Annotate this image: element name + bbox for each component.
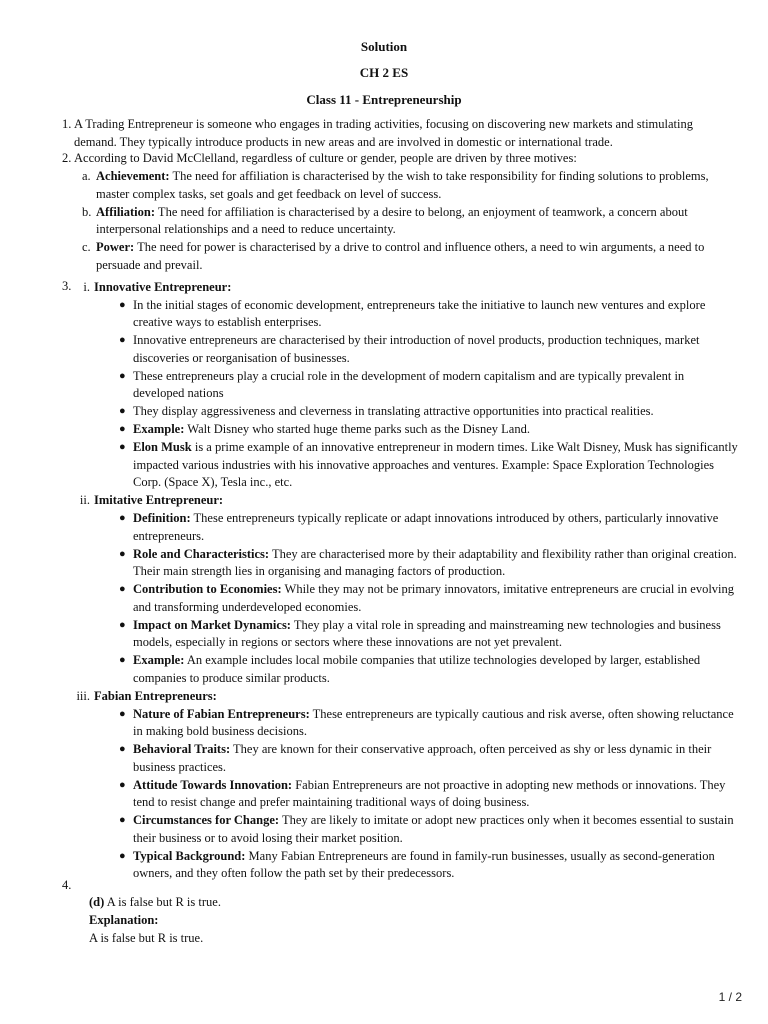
entrepreneur-types [62, 279, 738, 883]
section-title: Imitative Entrepreneur: [94, 493, 224, 507]
bullet-icon: ● [119, 298, 126, 311]
question-number: 2. [62, 151, 72, 165]
question-answer-text: According to David McClelland, regardless of culture or gender, people are driven by three motives: [74, 151, 577, 165]
section-label: ii. [79, 493, 90, 507]
entrepreneur-type-section [62, 492, 738, 510]
section-label: i. [83, 279, 90, 294]
bullet-text: is a prime example of an innovative entrepreneur in modern times. Like Walt Disney, Musk has significantly impacted various industries with his innovative approaches and ventures. Example: Space Exploration Technologies Corp. (Space X), Tesla inc., etc. [133, 440, 738, 489]
entrepreneur-type-section [62, 279, 738, 297]
bullet-icon: ● [119, 583, 126, 595]
bullet-item [119, 706, 738, 741]
bullet-icon: ● [119, 405, 126, 417]
item-label: a. [82, 169, 91, 183]
question-number: 3. [62, 279, 72, 293]
bullet-heading: Impact on Market Dynamics: [133, 617, 291, 632]
entrepreneur-type-section [62, 688, 738, 706]
bullet-text: In the initial stages of economic development, entrepreneurs take the initiative to launch new ventures and explore creative ways to establish enterprises. [133, 297, 706, 329]
item-text: The need for affiliation is characterised by a desire to belong, an enjoyment of teamwork, a concern about interpersonal relationships and a need to reduce uncertainty. [96, 204, 688, 236]
bullet-heading: Attitude Towards Innovation: [133, 777, 293, 792]
bullet-item [119, 777, 738, 812]
question-answer-text: A Trading Entrepreneur is someone who engages in trading activities, focusing on discovering new markets and stimulating demand. They typically introduce products in new areas and are involved in domestic or international trade. [74, 117, 693, 149]
answer-text: A is false but R is true. [104, 895, 221, 909]
bullet-text: Many Fabian Entrepreneurs are found in family-run businesses, usually as second-generation owners, and they often follow the path set by their predecessors. [133, 848, 715, 880]
bullet-heading: Behavioral Traits: [133, 742, 231, 756]
bullet-item [119, 617, 738, 652]
bullet-heading: Circumstances for Change: [133, 813, 280, 827]
bullet-item [119, 848, 738, 883]
bullet-icon: ● [119, 743, 126, 755]
bullet-item [119, 510, 738, 545]
bullet-icon: ● [119, 618, 126, 631]
bullet-text: While they may not be primary innovators, imitative entrepreneurs are crucial in evolving and transforming underdeveloped economies. [133, 582, 735, 614]
bullet-text: Innovative entrepreneurs are characterised by their introduction of novel products, production techniques, market discoveries or reorganisation of businesses. [133, 333, 700, 365]
question-2 [62, 150, 738, 274]
bullet-text: They play a vital role in spreading and mainstreaming new technologies and business models, especially in regions or sectors where these innovations are not yet prevalent. [133, 617, 721, 649]
bullet-icon: ● [119, 512, 126, 524]
bullet-icon: ● [119, 441, 126, 453]
bullet-heading: Example: [133, 422, 185, 436]
bullet-text: Walt Disney who started huge theme parks such as the Disney Land. [184, 422, 530, 436]
question-1 [62, 116, 738, 151]
bullet-text: These entrepreneurs typically replicate or adapt innovations introduced by others, particularly innovative entrepreneurs. [133, 511, 719, 543]
bullet-text: Fabian Entrepreneurs are not proactive in adopting new methods or innovations. They tend to resist change and prefer maintaining traditional ways of doing business. [133, 777, 726, 809]
bullet-heading: Definition: [133, 511, 191, 525]
bullet-heading: Contribution to Economies: [133, 582, 282, 596]
item-label: c. [82, 240, 91, 254]
bullet-item [119, 297, 738, 332]
bullet-text: They display aggressiveness and cleverness in translating attractive opportunities into practical realities. [133, 404, 654, 418]
section-title: Innovative Entrepreneur: [94, 279, 232, 294]
bullet-item [119, 812, 738, 847]
bullet-text: These entrepreneurs play a crucial role in the development of modern capitalism and are typically prevalent in developed nations [133, 368, 685, 400]
bullet-heading: Elon Musk [133, 440, 192, 454]
doc-subtitle: Class 11 - Entrepreneurship [306, 92, 462, 107]
answer-option: (d) [89, 895, 105, 909]
bullet-heading: Nature of Fabian Entrepreneurs: [133, 706, 310, 721]
bullet-item [119, 581, 738, 616]
bullet-heading: Typical Background: [133, 848, 246, 863]
bullet-heading: Example: [133, 653, 185, 667]
bullet-item [119, 439, 738, 492]
bullet-icon: ● [119, 707, 126, 720]
question-number: 1. [62, 117, 72, 131]
section-label: iii. [76, 688, 90, 703]
doc-chapter: CH 2 ES [359, 65, 409, 80]
explanation-text: A is false but R is true. [89, 931, 204, 945]
question-number: 4. [62, 878, 72, 892]
bullet-icon: ● [119, 778, 126, 791]
bullet-icon: ● [119, 849, 126, 862]
bullet-heading: Role and Characteristics: [133, 546, 270, 561]
bullet-text: They are known for their conservative approach, often perceived as shy or less dynamic in their business practices. [133, 742, 712, 774]
item-heading: Achievement: [96, 169, 170, 183]
item-text: The need for affiliation is characterised by the wish to take responsibility for finding solutions to problems, master complex tasks, set goals and get feedback on level of success. [96, 169, 709, 201]
motive-item [76, 168, 738, 203]
bullet-item [119, 652, 738, 687]
bullet-item [119, 421, 738, 439]
bullet-text: They are likely to imitate or adopt new practices only when it becomes essential to sustain their business or to avoid losing their market position. [133, 813, 734, 845]
bullet-item [119, 332, 738, 367]
doc-title: Solution [360, 39, 408, 54]
bullet-item [119, 546, 738, 581]
item-heading: Affiliation: [96, 204, 156, 219]
bullet-icon: ● [119, 547, 126, 560]
bullet-item [119, 368, 738, 403]
item-text: The need for power is characterised by a drive to control and influence others, a need to win arguments, a need to persuade and prevail. [96, 240, 705, 272]
item-label: b. [82, 204, 92, 219]
bullet-item [119, 403, 738, 421]
motive-item [76, 204, 738, 239]
bullet-text: These entrepreneurs are typically cautious and risk averse, often showing reluctance in making bold business decisions. [133, 706, 734, 738]
motive-item [76, 239, 738, 274]
bullet-icon: ● [119, 369, 126, 382]
bullet-icon: ● [119, 423, 126, 435]
bullet-item [119, 741, 738, 776]
bullet-text: They are characterised more by their adaptability and flexibility rather than original creation. Their main strength lies in organising and managing factors of production. [133, 546, 737, 578]
explanation-label: Explanation: [89, 913, 159, 927]
bullet-icon: ● [119, 334, 126, 346]
bullet-icon: ● [119, 654, 126, 666]
section-title: Fabian Entrepreneurs: [94, 688, 217, 703]
page-indicator: 1 / 2 [718, 989, 742, 1004]
bullet-text: An example includes local mobile companies that utilize technologies developed by larger, established companies to produce similar products. [133, 653, 701, 685]
item-heading: Power: [96, 240, 135, 254]
bullet-icon: ● [119, 814, 126, 826]
question-3 [62, 278, 738, 883]
